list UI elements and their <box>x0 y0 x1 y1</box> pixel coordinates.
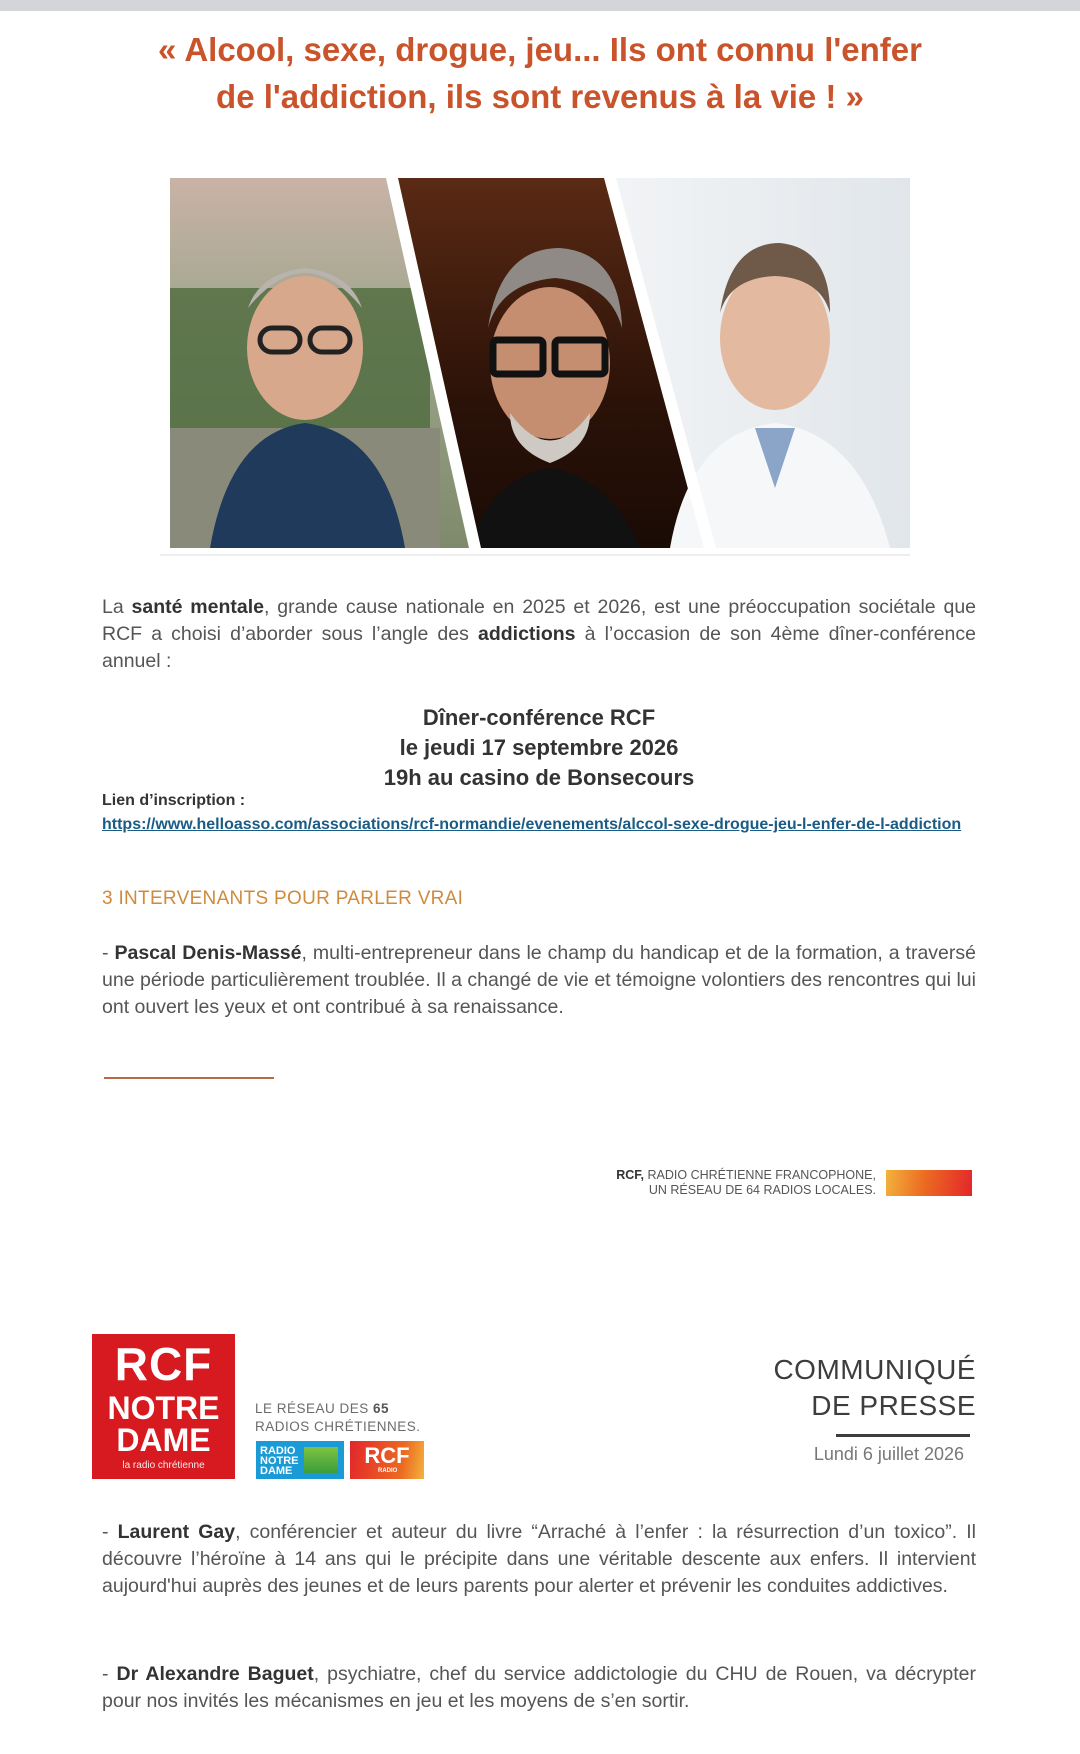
intro-text-1: La <box>102 596 132 618</box>
intro-text-2: , grande cause nationale en 2025 et 2026, est une préoccupation sociétale que RCF a choisi d’aborder sous l’angle des <box>102 596 977 645</box>
radio-notre-dame-logo <box>256 1441 344 1479</box>
network-line-2: RADIOS CHRÉTIENNES. <box>255 1419 421 1434</box>
registration-link[interactable]: https://www.helloasso.com/associations/rcf-normandie/evenements/alccol-sexe-drogue-jeu-l-enfer-de-l-addiction <box>102 816 962 833</box>
speaker-3-dash: - <box>102 1663 117 1685</box>
rnd-cathedral-icon <box>304 1447 338 1473</box>
headline-line-2: de l'addiction, ils sont revenus à la vie ! » <box>216 78 864 115</box>
rcf-footer-text <box>560 1168 876 1198</box>
logo-notre: NOTRE <box>107 1390 220 1426</box>
registration-label: Lien d’inscription : <box>102 792 246 809</box>
intro-text-3: à l’occasion de son 4ème dîner-conférence annuel : <box>102 623 976 672</box>
logo-dame: DAME <box>116 1422 211 1458</box>
rnd-dame: DAME <box>260 1465 293 1477</box>
press-release-title <box>700 1352 976 1424</box>
event-date: le jeudi 17 septembre 2026 <box>399 735 679 760</box>
event-details <box>102 703 976 793</box>
speaker-2-description: , conférencier et auteur du livre “Arraché à l’enfer : la résurrection d’un toxico”. Il découvre l’héroïne à 14 ans qui le précipite dans une véritable descente aux enfers. Il intervient aujourd'hui auprès des jeunes et de leurs parents pour alerter et prévenir les conduites addictives. <box>102 1521 976 1597</box>
communique-underline <box>836 1434 970 1437</box>
intro-paragraph <box>102 594 976 675</box>
rnd-radio: RADIO <box>260 1445 296 1457</box>
rcf-notre-dame-logo <box>92 1334 235 1479</box>
logo-notre-dame-text <box>92 1392 235 1456</box>
photo-divider <box>160 554 910 556</box>
rcf-mini-text: RCF <box>364 1443 410 1468</box>
logo-rcf-text: RCF <box>114 1338 213 1390</box>
headline <box>60 26 1020 120</box>
speaker-1-paragraph <box>102 940 976 1021</box>
logo-tagline: la radio chrétienne <box>122 1460 205 1471</box>
communique-line-1: COMMUNIQUÉ <box>773 1354 976 1385</box>
headline-line-1: « Alcool, sexe, drogue, jeu... Ils ont connu l'enfer <box>158 31 922 68</box>
rcf-mini-sub: RADIO <box>378 1468 398 1474</box>
speaker-1-dash: - <box>102 942 115 964</box>
press-release-date: Lundi 6 juillet 2026 <box>813 1444 964 1464</box>
intro-bold-sante-mentale: santé mentale <box>131 596 265 618</box>
rcf-footer-brand: RCF, <box>616 1168 645 1182</box>
speaker-3-description: , psychiatre, chef du service addictologie du CHU de Rouen, va décrypter pour nos invités les mécanismes en jeu et les moyens de s’en sortir. <box>102 1663 976 1712</box>
speaker-2-name: Laurent Gay <box>117 1521 236 1543</box>
section-title: 3 INTERVENANTS POUR PARLER VRAI <box>102 888 464 909</box>
network-text <box>255 1400 421 1436</box>
intro-bold-addictions: addictions <box>477 623 576 645</box>
event-location: 19h au casino de Bonsecours <box>383 765 695 790</box>
signature-line <box>104 1077 274 1079</box>
top-bar <box>0 0 1080 11</box>
event-title: Dîner-conférence RCF <box>422 705 656 730</box>
network-prefix: LE RÉSEAU DES <box>255 1401 374 1416</box>
rcf-footer-line-2: UN RÉSEAU DE 64 RADIOS LOCALES. <box>648 1183 876 1197</box>
speaker-1-name: Pascal Denis-Massé <box>114 942 302 964</box>
speakers-photo <box>170 178 910 548</box>
rcf-footer-line-1: RADIO CHRÉTIENNE FRANCOPHONE, <box>644 1168 876 1182</box>
rcf-footer-logo <box>886 1170 972 1196</box>
speaker-3-paragraph <box>102 1661 976 1715</box>
speaker-3-name: Dr Alexandre Baguet <box>116 1663 314 1685</box>
speaker-2-dash: - <box>102 1521 118 1543</box>
speakers-photo-collage <box>170 178 910 548</box>
network-count: 65 <box>373 1401 390 1416</box>
speaker-1-description: , multi-entrepreneur dans le champ du handicap et de la formation, a traversé une période particulièrement troublée. Il a changé de vie et témoigne volontiers des rencontres qui lui ont ouvert les yeux et ont contribué à sa renaissance. <box>102 942 976 1018</box>
communique-line-2: DE PRESSE <box>811 1390 976 1421</box>
rnd-notre: NOTRE <box>260 1455 299 1467</box>
speaker-2-paragraph <box>102 1519 976 1600</box>
rcf-radio-logo <box>350 1441 424 1479</box>
